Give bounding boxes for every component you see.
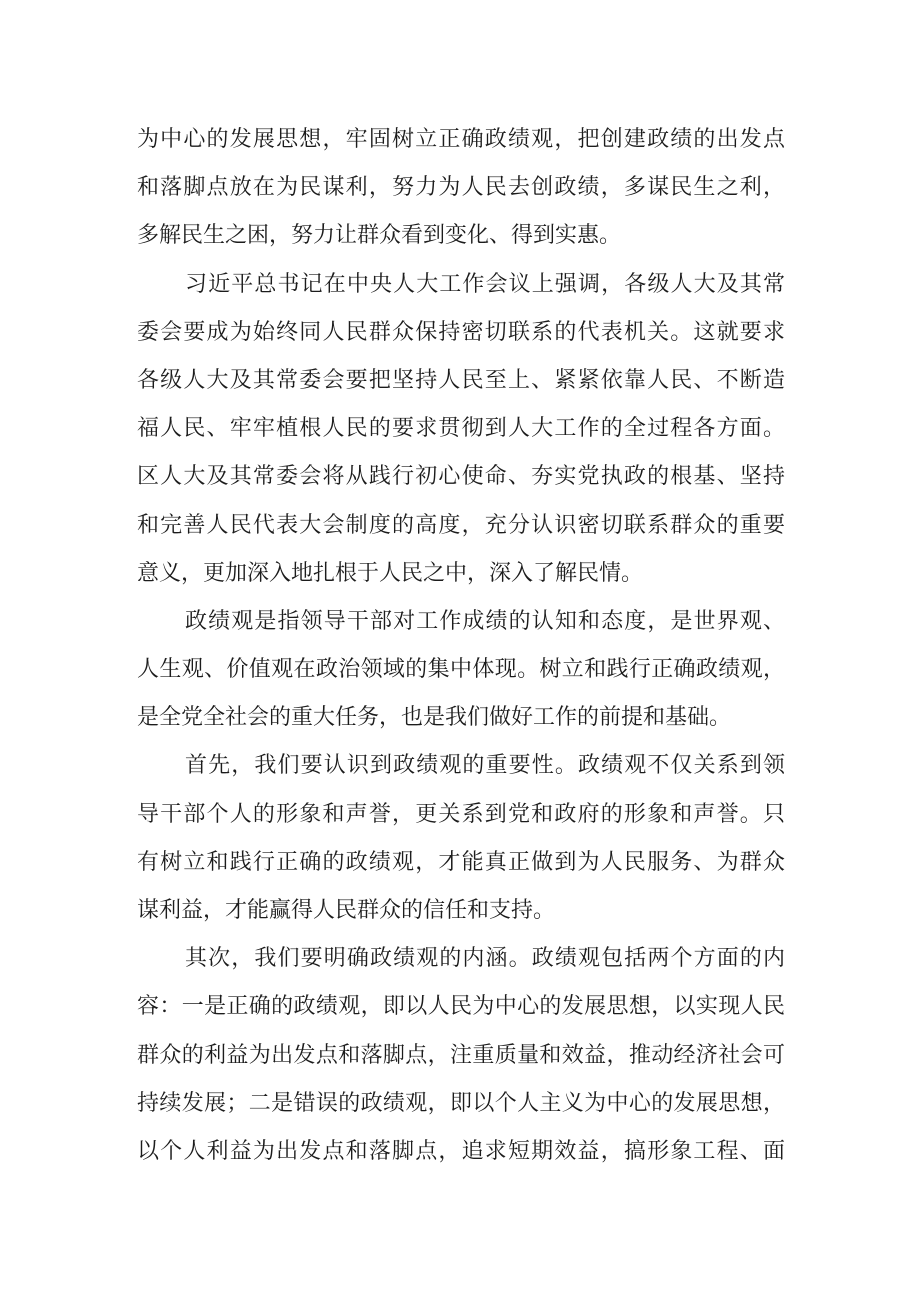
- text-line: 和完善人民代表大会制度的高度，充分认识密切联系群众的重要: [137, 512, 785, 538]
- text-line: 群众的利益为出发点和落脚点，注重质量和效益，推动经济社会可: [137, 1042, 785, 1068]
- text-line: 有树立和践行正确的政绩观，才能真正做到为人民服务、为群众: [137, 849, 785, 875]
- text-line: 多解民生之困，努力让群众看到变化、得到实惠。: [137, 223, 622, 249]
- paragraph: [137, 261, 785, 598]
- text-line: 福人民、牢牢植根人民的要求贯彻到人大工作的全过程各方面。: [137, 416, 785, 442]
- text-line: 习近平总书记在中央人大工作会议上强调，各级人大及其常: [185, 271, 785, 297]
- document-body: [137, 116, 785, 1176]
- paragraph: [137, 935, 785, 1176]
- text-line: 各级人大及其常委会要把坚持人民至上、紧紧依靠人民、不断造: [137, 367, 785, 393]
- text-line: 区人大及其常委会将从践行初心使命、夯实党执政的根基、坚持: [137, 464, 785, 490]
- text-line: 人生观、价值观在政治领域的集中体现。树立和践行正确政绩观，: [137, 657, 785, 683]
- text-line: 谋利益，才能赢得人民群众的信任和支持。: [137, 898, 556, 923]
- paragraph: [137, 598, 785, 743]
- paragraph: [137, 116, 785, 261]
- text-line: 为中心的发展思想，牢固树立正确政绩观，把创建政绩的出发点: [137, 127, 785, 152]
- text-line: 首先，我们要认识到政绩观的重要性。政绩观不仅关系到领: [185, 753, 785, 779]
- text-line: 持续发展；二是错误的政绩观，即以个人主义为中心的发展思想，: [137, 1090, 785, 1116]
- text-line: 以个人利益为出发点和落脚点，追求短期效益，搞形象工程、面: [137, 1138, 785, 1164]
- text-line: 导干部个人的形象和声誉，更关系到党和政府的形象和声誉。只: [137, 801, 785, 827]
- text-line: 意义，更加深入地扎根于人民之中，深入了解民情。: [137, 560, 644, 586]
- paragraph: [137, 742, 785, 935]
- text-line: 和落脚点放在为民谋利，努力为人民去创政绩，多谋民生之利，: [137, 175, 785, 201]
- text-line: 其次，我们要明确政绩观的内涵。政绩观包括两个方面的内: [185, 946, 785, 972]
- text-line: 容：一是正确的政绩观，即以人民为中心的发展思想，以实现人民: [137, 994, 785, 1020]
- text-line: 是全党全社会的重大任务，也是我们做好工作的前提和基础。: [137, 705, 732, 731]
- text-line: 政绩观是指领导干部对工作成绩的认知和态度，是世界观、: [185, 608, 785, 634]
- text-line: 委会要成为始终同人民群众保持密切联系的代表机关。这就要求: [137, 319, 785, 345]
